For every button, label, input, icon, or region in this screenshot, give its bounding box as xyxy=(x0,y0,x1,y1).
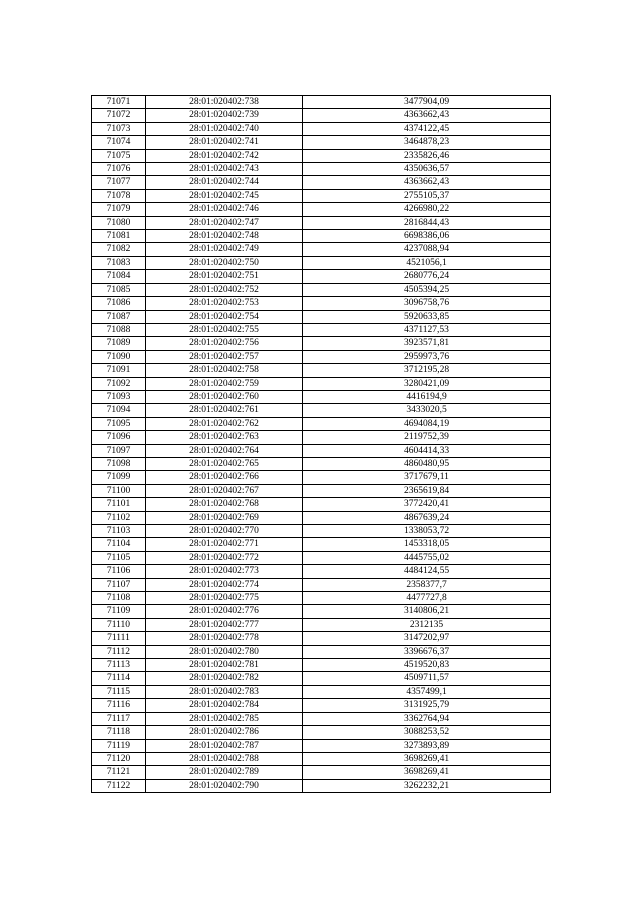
table-row xyxy=(92,618,551,631)
table-row xyxy=(92,96,551,109)
cadastral-value-cell: 4860480,95 xyxy=(303,457,551,470)
cadastral-number-cell: 28:01:020402:761 xyxy=(146,404,303,417)
row-number-cell: 71077 xyxy=(92,176,146,189)
table-row xyxy=(92,659,551,672)
cadastral-value-cell: 3717679,11 xyxy=(303,471,551,484)
table-row xyxy=(92,390,551,403)
cadastral-value-cell: 3131925,79 xyxy=(303,699,551,712)
cadastral-number-cell: 28:01:020402:744 xyxy=(146,176,303,189)
cadastral-value-cell: 4363662,43 xyxy=(303,176,551,189)
row-number-cell: 71079 xyxy=(92,203,146,216)
row-number-cell: 71117 xyxy=(92,712,146,725)
cadastral-number-cell: 28:01:020402:790 xyxy=(146,779,303,792)
cadastral-number-cell: 28:01:020402:746 xyxy=(146,203,303,216)
cadastral-value-cell: 3280421,09 xyxy=(303,377,551,390)
cadastral-number-cell: 28:01:020402:757 xyxy=(146,350,303,363)
cadastral-value-cell: 3923571,81 xyxy=(303,337,551,350)
cadastral-number-cell: 28:01:020402:751 xyxy=(146,270,303,283)
row-number-cell: 71104 xyxy=(92,538,146,551)
table-row xyxy=(92,471,551,484)
cadastral-value-cell: 3088253,52 xyxy=(303,726,551,739)
table-row xyxy=(92,364,551,377)
table-row xyxy=(92,752,551,765)
table-row xyxy=(92,189,551,202)
cadastral-number-cell: 28:01:020402:758 xyxy=(146,364,303,377)
row-number-cell: 71090 xyxy=(92,350,146,363)
table-row xyxy=(92,645,551,658)
cadastral-value-cell: 2816844,43 xyxy=(303,216,551,229)
row-number-cell: 71073 xyxy=(92,122,146,135)
cadastral-number-cell: 28:01:020402:747 xyxy=(146,216,303,229)
row-number-cell: 71099 xyxy=(92,471,146,484)
table-row xyxy=(92,712,551,725)
table-row xyxy=(92,551,551,564)
row-number-cell: 71080 xyxy=(92,216,146,229)
cadastral-number-cell: 28:01:020402:753 xyxy=(146,297,303,310)
cadastral-number-cell: 28:01:020402:781 xyxy=(146,659,303,672)
row-number-cell: 71092 xyxy=(92,377,146,390)
row-number-cell: 71076 xyxy=(92,163,146,176)
cadastral-number-cell: 28:01:020402:778 xyxy=(146,632,303,645)
row-number-cell: 71122 xyxy=(92,779,146,792)
cadastral-value-cell: 4867639,24 xyxy=(303,511,551,524)
table-row xyxy=(92,310,551,323)
cadastral-number-cell: 28:01:020402:789 xyxy=(146,766,303,779)
row-number-cell: 71114 xyxy=(92,672,146,685)
cadastral-number-cell: 28:01:020402:788 xyxy=(146,752,303,765)
table-row xyxy=(92,498,551,511)
table-row xyxy=(92,511,551,524)
table-row xyxy=(92,565,551,578)
cadastral-number-cell: 28:01:020402:769 xyxy=(146,511,303,524)
row-number-cell: 71113 xyxy=(92,659,146,672)
table-row xyxy=(92,243,551,256)
row-number-cell: 71087 xyxy=(92,310,146,323)
cadastral-value-cell: 4350636,57 xyxy=(303,163,551,176)
table-row xyxy=(92,404,551,417)
table-row xyxy=(92,632,551,645)
row-number-cell: 71089 xyxy=(92,337,146,350)
table-row xyxy=(92,538,551,551)
table-row xyxy=(92,216,551,229)
table-row xyxy=(92,592,551,605)
row-number-cell: 71108 xyxy=(92,592,146,605)
row-number-cell: 71116 xyxy=(92,699,146,712)
table-row xyxy=(92,270,551,283)
row-number-cell: 71110 xyxy=(92,618,146,631)
row-number-cell: 71085 xyxy=(92,283,146,296)
row-number-cell: 71112 xyxy=(92,645,146,658)
cadastral-value-cell: 2312135 xyxy=(303,618,551,631)
cadastral-value-cell: 4604414,33 xyxy=(303,444,551,457)
cadastral-number-cell: 28:01:020402:763 xyxy=(146,431,303,444)
table-row xyxy=(92,377,551,390)
row-number-cell: 71093 xyxy=(92,390,146,403)
cadastral-value-cell: 4374122,45 xyxy=(303,122,551,135)
cadastral-number-cell: 28:01:020402:766 xyxy=(146,471,303,484)
row-number-cell: 71082 xyxy=(92,243,146,256)
table-row xyxy=(92,109,551,122)
cadastral-number-cell: 28:01:020402:774 xyxy=(146,578,303,591)
table-row xyxy=(92,417,551,430)
cadastral-value-cell: 2365619,84 xyxy=(303,484,551,497)
table-row xyxy=(92,256,551,269)
cadastral-value-cell: 3698269,41 xyxy=(303,752,551,765)
cadastral-number-cell: 28:01:020402:785 xyxy=(146,712,303,725)
row-number-cell: 71096 xyxy=(92,431,146,444)
row-number-cell: 71118 xyxy=(92,726,146,739)
cadastral-number-cell: 28:01:020402:743 xyxy=(146,163,303,176)
cadastral-number-cell: 28:01:020402:741 xyxy=(146,136,303,149)
row-number-cell: 71091 xyxy=(92,364,146,377)
row-number-cell: 71071 xyxy=(92,96,146,109)
table-row xyxy=(92,484,551,497)
table-row xyxy=(92,122,551,135)
row-number-cell: 71105 xyxy=(92,551,146,564)
cadastral-value-cell: 6698386,06 xyxy=(303,230,551,243)
cadastral-value-cell: 3698269,41 xyxy=(303,766,551,779)
table-row xyxy=(92,779,551,792)
table-row xyxy=(92,672,551,685)
table-row xyxy=(92,136,551,149)
table-row xyxy=(92,739,551,752)
cadastral-number-cell: 28:01:020402:773 xyxy=(146,565,303,578)
cadastral-number-cell: 28:01:020402:752 xyxy=(146,283,303,296)
cadastral-number-cell: 28:01:020402:740 xyxy=(146,122,303,135)
cadastral-number-cell: 28:01:020402:780 xyxy=(146,645,303,658)
cadastral-number-cell: 28:01:020402:777 xyxy=(146,618,303,631)
cadastral-value-cell: 3262232,21 xyxy=(303,779,551,792)
cadastral-value-cell: 2959973,76 xyxy=(303,350,551,363)
cadastral-value-cell: 4357499,1 xyxy=(303,685,551,698)
table-row xyxy=(92,457,551,470)
row-number-cell: 71106 xyxy=(92,565,146,578)
row-number-cell: 71078 xyxy=(92,189,146,202)
cadastral-number-cell: 28:01:020402:770 xyxy=(146,525,303,538)
cadastral-number-cell: 28:01:020402:742 xyxy=(146,149,303,162)
cadastral-value-cell: 4484124,55 xyxy=(303,565,551,578)
table-row xyxy=(92,337,551,350)
row-number-cell: 71120 xyxy=(92,752,146,765)
row-number-cell: 71095 xyxy=(92,417,146,430)
cadastral-value-cell: 4363662,43 xyxy=(303,109,551,122)
cadastral-number-cell: 28:01:020402:776 xyxy=(146,605,303,618)
cadastral-value-cell: 4505394,25 xyxy=(303,283,551,296)
cadastral-value-cell: 1453318,05 xyxy=(303,538,551,551)
table-row xyxy=(92,176,551,189)
cadastral-value-cell: 3273893,89 xyxy=(303,739,551,752)
row-number-cell: 71121 xyxy=(92,766,146,779)
cadastral-number-cell: 28:01:020402:786 xyxy=(146,726,303,739)
cadastral-value-table xyxy=(91,95,551,793)
row-number-cell: 71107 xyxy=(92,578,146,591)
cadastral-value-cell: 3362764,94 xyxy=(303,712,551,725)
table-row xyxy=(92,163,551,176)
cadastral-value-cell: 2755105,37 xyxy=(303,189,551,202)
cadastral-number-cell: 28:01:020402:767 xyxy=(146,484,303,497)
row-number-cell: 71083 xyxy=(92,256,146,269)
cadastral-number-cell: 28:01:020402:768 xyxy=(146,498,303,511)
cadastral-number-cell: 28:01:020402:750 xyxy=(146,256,303,269)
row-number-cell: 71119 xyxy=(92,739,146,752)
cadastral-value-cell: 3396676,37 xyxy=(303,645,551,658)
cadastral-number-cell: 28:01:020402:784 xyxy=(146,699,303,712)
cadastral-value-cell: 3772420,41 xyxy=(303,498,551,511)
table-row xyxy=(92,283,551,296)
table-row xyxy=(92,685,551,698)
cadastral-value-cell: 5920633,85 xyxy=(303,310,551,323)
table-row xyxy=(92,350,551,363)
cadastral-value-cell: 4237088,94 xyxy=(303,243,551,256)
cadastral-value-cell: 3712195,28 xyxy=(303,364,551,377)
cadastral-value-cell: 4694084,19 xyxy=(303,417,551,430)
table-row xyxy=(92,297,551,310)
cadastral-number-cell: 28:01:020402:749 xyxy=(146,243,303,256)
table-row xyxy=(92,525,551,538)
table-row xyxy=(92,149,551,162)
row-number-cell: 71075 xyxy=(92,149,146,162)
cadastral-value-cell: 4509711,57 xyxy=(303,672,551,685)
row-number-cell: 71086 xyxy=(92,297,146,310)
row-number-cell: 71102 xyxy=(92,511,146,524)
cadastral-number-cell: 28:01:020402:765 xyxy=(146,457,303,470)
cadastral-value-cell: 1338053,72 xyxy=(303,525,551,538)
cadastral-number-cell: 28:01:020402:783 xyxy=(146,685,303,698)
table-row xyxy=(92,431,551,444)
cadastral-number-cell: 28:01:020402:756 xyxy=(146,337,303,350)
cadastral-value-cell: 4445755,02 xyxy=(303,551,551,564)
table-row xyxy=(92,766,551,779)
row-number-cell: 71074 xyxy=(92,136,146,149)
cadastral-number-cell: 28:01:020402:762 xyxy=(146,417,303,430)
table-row xyxy=(92,699,551,712)
cadastral-number-cell: 28:01:020402:738 xyxy=(146,96,303,109)
cadastral-number-cell: 28:01:020402:772 xyxy=(146,551,303,564)
row-number-cell: 71109 xyxy=(92,605,146,618)
cadastral-value-cell: 4371127,53 xyxy=(303,323,551,336)
row-number-cell: 71072 xyxy=(92,109,146,122)
cadastral-value-cell: 2358377,7 xyxy=(303,578,551,591)
row-number-cell: 71103 xyxy=(92,525,146,538)
cadastral-value-cell: 3096758,76 xyxy=(303,297,551,310)
cadastral-value-cell: 4477727,8 xyxy=(303,592,551,605)
cadastral-number-cell: 28:01:020402:755 xyxy=(146,323,303,336)
row-number-cell: 71098 xyxy=(92,457,146,470)
cadastral-number-cell: 28:01:020402:759 xyxy=(146,377,303,390)
cadastral-value-cell: 3433020,5 xyxy=(303,404,551,417)
cadastral-number-cell: 28:01:020402:764 xyxy=(146,444,303,457)
table-body xyxy=(92,96,551,793)
table-row xyxy=(92,726,551,739)
cadastral-value-cell: 4519520,83 xyxy=(303,659,551,672)
row-number-cell: 71097 xyxy=(92,444,146,457)
cadastral-value-cell: 4416194,9 xyxy=(303,390,551,403)
row-number-cell: 71115 xyxy=(92,685,146,698)
cadastral-value-cell: 3147202,97 xyxy=(303,632,551,645)
cadastral-number-cell: 28:01:020402:760 xyxy=(146,390,303,403)
cadastral-number-cell: 28:01:020402:771 xyxy=(146,538,303,551)
table-row xyxy=(92,444,551,457)
cadastral-number-cell: 28:01:020402:775 xyxy=(146,592,303,605)
row-number-cell: 71081 xyxy=(92,230,146,243)
table-row xyxy=(92,203,551,216)
cadastral-value-cell: 3140806,21 xyxy=(303,605,551,618)
table-row xyxy=(92,578,551,591)
table-row xyxy=(92,605,551,618)
cadastral-value-cell: 2335826,46 xyxy=(303,149,551,162)
cadastral-number-cell: 28:01:020402:739 xyxy=(146,109,303,122)
cadastral-value-cell: 3464878,23 xyxy=(303,136,551,149)
row-number-cell: 71088 xyxy=(92,323,146,336)
row-number-cell: 71094 xyxy=(92,404,146,417)
cadastral-number-cell: 28:01:020402:782 xyxy=(146,672,303,685)
cadastral-value-cell: 2119752,39 xyxy=(303,431,551,444)
row-number-cell: 71084 xyxy=(92,270,146,283)
row-number-cell: 71100 xyxy=(92,484,146,497)
cadastral-number-cell: 28:01:020402:754 xyxy=(146,310,303,323)
cadastral-value-cell: 4521056,1 xyxy=(303,256,551,269)
cadastral-number-cell: 28:01:020402:745 xyxy=(146,189,303,202)
table-row xyxy=(92,323,551,336)
cadastral-number-cell: 28:01:020402:787 xyxy=(146,739,303,752)
cadastral-number-cell: 28:01:020402:748 xyxy=(146,230,303,243)
cadastral-value-cell: 4266980,22 xyxy=(303,203,551,216)
row-number-cell: 71111 xyxy=(92,632,146,645)
cadastral-value-cell: 2680776,24 xyxy=(303,270,551,283)
table-row xyxy=(92,230,551,243)
cadastral-value-cell: 3477904,09 xyxy=(303,96,551,109)
row-number-cell: 71101 xyxy=(92,498,146,511)
